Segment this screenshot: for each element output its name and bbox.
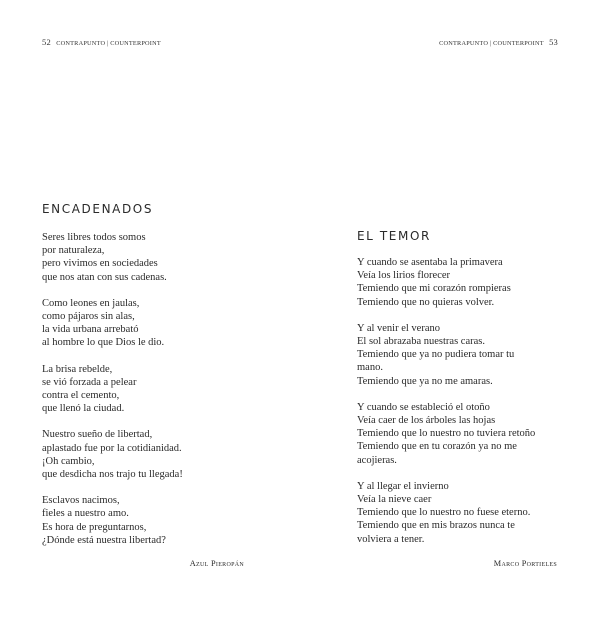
poem-line: que desdicha nos trajo tu llegada! [42,469,183,481]
stanza [42,363,183,416]
right-page-number: 53 [549,37,558,47]
poem-line: Y cuando se estableció el otoño [357,401,490,413]
stanza [42,231,183,284]
poem-line: Esclavos nacimos, [42,495,120,507]
poem-line: aplastado fue por la cotidianidad. [42,442,182,454]
poem-line: la vida urbana arrebató [42,324,139,336]
left-page-number: 52 [42,37,51,47]
stanza [357,322,535,388]
poem-line: pero vivimos en sociedades [42,258,158,270]
poem-title-el-temor: EL TEMOR [357,229,431,243]
right-running-head [439,37,558,47]
poem-line: acojieras. [357,454,397,466]
stanza [42,428,183,481]
poem-line: Temiendo que ya no me amaras. [357,375,493,387]
poem-title-encadenados: ENCADENADOS [42,202,154,216]
poem-line: volviera a tener. [357,533,425,545]
author-left: Azul Pieropán [189,559,244,568]
poem-line: Veía la nieve caer [357,494,432,506]
poem-line: Como leones en jaulas, [42,297,140,309]
poem-line: que llenó la ciudad. [42,403,125,415]
author-right: Marco Portieles [493,559,557,568]
poem-line: por naturaleza, [42,245,105,257]
stanza [357,401,535,467]
poem-line: Temiendo que mi corazón rompieras [357,283,511,295]
poem-line: Temiendo que no quieras volver. [357,296,495,308]
poem-line: mano. [357,362,383,374]
poem-line: Temiendo que lo nuestro no fuese eterno. [357,507,531,519]
stanza [42,494,183,547]
poem-line: Temiendo que en mis brazos nunca te [357,520,515,532]
poem-line: que nos atan con sus cadenas. [42,271,167,283]
poem-line: Nuestro sueño de libertad, [42,429,153,441]
poem-line: al hombre lo que Dios le dio. [42,337,165,349]
poem-line: Temiendo que lo nuestro no tuviera retoño [357,428,536,440]
poem-body-right [357,256,535,559]
left-header-text: CONTRAPUNTO | COUNTERPOINT [56,40,161,47]
poem-line: contra el cemento, [42,390,120,402]
poem-line: Es hora de preguntarnos, [42,521,147,533]
poem-line: como pájaros sin alas, [42,311,135,323]
poem-line: fieles a nuestro amo. [42,508,129,520]
poem-line: se vió forzada a pelear [42,376,137,388]
left-running-head [42,37,161,47]
poem-line: ¡Oh cambio, [42,455,95,467]
poem-body-left [42,231,183,560]
poem-line: El sol abrazaba nuestras caras. [357,336,485,348]
stanza [357,256,535,309]
poem-line: Temiendo que ya no pudiera tomar tu [357,349,515,361]
poem-line: ¿Dónde está nuestra libertad? [42,534,166,546]
right-page [300,0,600,628]
stanza [42,297,183,350]
stanza [357,480,535,546]
poem-line: Y al venir el verano [357,322,440,334]
poem-line: Y al llegar el invierno [357,480,449,492]
poem-line: Temiendo que en tu corazón ya no me [357,441,517,453]
poem-line: Veía los lirios florecer [357,270,451,282]
poem-line: Veía caer de los árboles las hojas [357,415,496,427]
poem-line: Seres libres todos somos [42,232,146,243]
right-header-text: CONTRAPUNTO | COUNTERPOINT [439,40,544,47]
poem-line: Y cuando se asentaba la primavera [357,257,503,268]
poem-line: La brisa rebelde, [42,363,113,375]
